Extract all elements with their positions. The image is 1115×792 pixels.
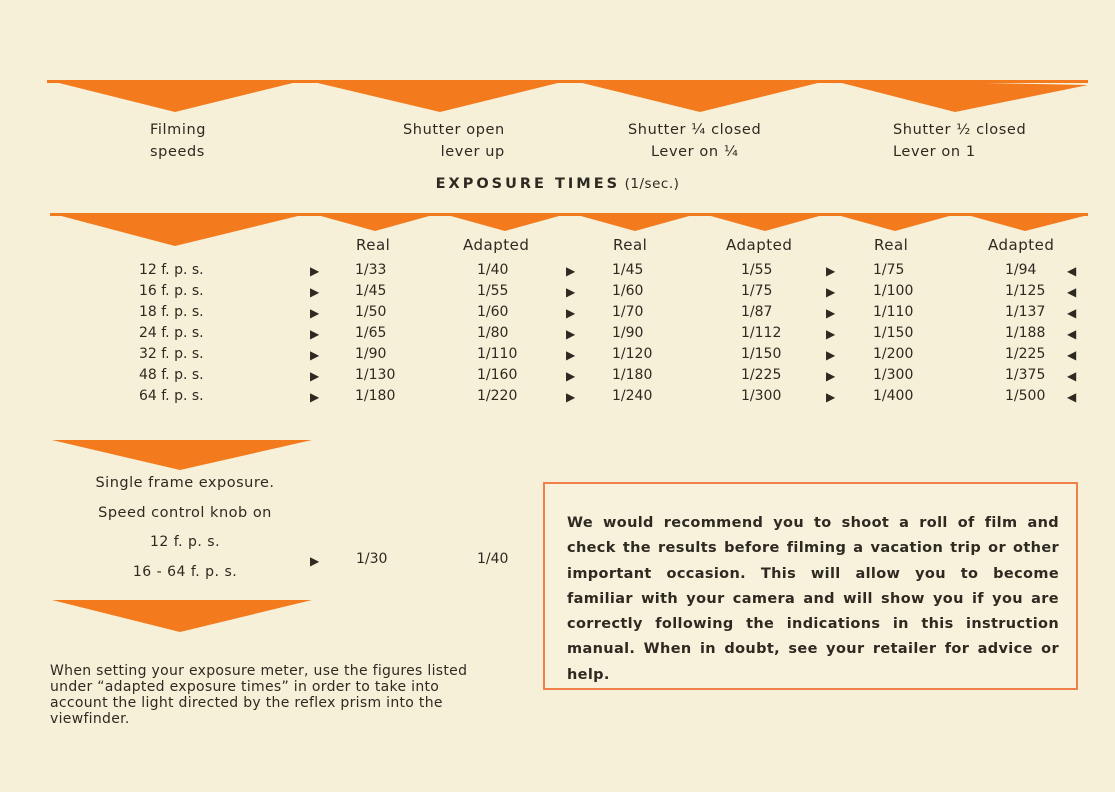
header-half-line2: Lever on 1 (893, 144, 976, 160)
col-label-quarter-adapted: Adapted (726, 236, 793, 254)
col-label-half-adapted: Adapted (988, 236, 1055, 254)
open-real-cell: 1/65 (355, 325, 387, 341)
right-triangle-arrow-icon: ▶ (310, 369, 320, 383)
open-adapted-cell: 1/40 (477, 262, 509, 278)
half-adapted-cell: 1/225 (1005, 346, 1046, 362)
quarter-real-cell: 1/120 (612, 346, 653, 362)
title-unit: (1/sec.) (624, 176, 680, 192)
open-adapted-cell: 1/60 (477, 304, 509, 320)
single-frame-adapted: 1/40 (477, 551, 509, 567)
table-row (0, 388, 1115, 408)
table-row (0, 262, 1115, 282)
quarter-adapted-cell: 1/87 (741, 304, 773, 320)
open-real-cell: 1/45 (355, 283, 387, 299)
col-label-half-real: Real (874, 236, 909, 254)
half-adapted-cell: 1/188 (1005, 325, 1046, 341)
header-quarter-line1: Shutter ¼ closed (628, 122, 762, 138)
header-shutter-half (893, 119, 1026, 163)
left-triangle-arrow-icon: ◀ (1067, 327, 1077, 341)
half-real-cell: 1/110 (873, 304, 914, 320)
right-triangle-arrow-icon: ▶ (826, 348, 836, 362)
quarter-adapted-cell: 1/55 (741, 262, 773, 278)
speed-cell: 64 f. p. s. (139, 388, 204, 404)
header-filming-line2: speeds (150, 144, 205, 160)
single-band-top (52, 440, 312, 470)
top-band-shape-4 (830, 80, 1088, 112)
open-real-cell: 1/180 (355, 388, 396, 404)
right-triangle-arrow-icon: ▶ (566, 285, 576, 299)
right-triangle-arrow-icon: ▶ (310, 285, 320, 299)
quarter-real-cell: 1/180 (612, 367, 653, 383)
half-adapted-cell: 1/94 (1005, 262, 1037, 278)
title-main: EXPOSURE TIMES (435, 176, 621, 192)
exp-band-shape-1 (50, 213, 310, 246)
half-adapted-cell: 1/375 (1005, 367, 1046, 383)
right-triangle-arrow-icon: ▶ (566, 327, 576, 341)
header-filming-speeds (150, 119, 206, 163)
left-triangle-arrow-icon: ◀ (1067, 390, 1077, 404)
half-adapted-cell: 1/137 (1005, 304, 1046, 320)
half-real-cell: 1/300 (873, 367, 914, 383)
single-frame-real: 1/30 (356, 551, 388, 567)
open-adapted-cell: 1/110 (477, 346, 518, 362)
speed-cell: 24 f. p. s. (139, 325, 204, 341)
open-adapted-cell: 1/55 (477, 283, 509, 299)
single-band-bottom (52, 600, 312, 632)
speed-cell: 18 f. p. s. (139, 304, 204, 320)
header-filming-line1: Filming (150, 122, 207, 138)
left-triangle-arrow-icon: ◀ (1067, 306, 1077, 320)
quarter-real-cell: 1/240 (612, 388, 653, 404)
table-row (0, 304, 1115, 324)
single-frame-line-2: Speed control knob on (98, 505, 272, 521)
right-triangle-arrow-icon: ▶ (826, 264, 836, 278)
right-triangle-arrow-icon: ▶ (310, 348, 320, 362)
quarter-adapted-cell: 1/300 (741, 388, 782, 404)
header-open-line2: lever up (440, 144, 505, 160)
open-real-cell: 1/50 (355, 304, 387, 320)
exposure-meter-note: When setting your exposure meter, use the figures listed under “adapted exposure times” in order to take into account the light directed by the reflex prism into the viewfinder. (50, 663, 468, 727)
half-real-cell: 1/150 (873, 325, 914, 341)
speed-cell: 48 f. p. s. (139, 367, 204, 383)
col-label-open-real: Real (356, 236, 391, 254)
half-adapted-cell: 1/500 (1005, 388, 1046, 404)
top-band-shape-3 (570, 80, 830, 112)
right-triangle-arrow-icon: ▶ (826, 285, 836, 299)
table-row (0, 346, 1115, 366)
half-real-cell: 1/400 (873, 388, 914, 404)
half-adapted-cell: 1/125 (1005, 283, 1046, 299)
recommendation-text: We would recommend you to shoot a roll of film and check the results before filming a vacation trip or other important occasion. This will allow you to become familiar with your camera and will show you if you are correctly following the indications in this instruction manual. When in doubt, see your retailer for advice or help. (567, 515, 1059, 683)
speed-cell: 12 f. p. s. (139, 262, 204, 278)
table-row (0, 283, 1115, 303)
right-triangle-arrow-icon: ▶ (566, 369, 576, 383)
table-row (0, 325, 1115, 345)
right-triangle-arrow-icon: ▶ (310, 264, 320, 278)
single-frame-line-1: Single frame exposure. (95, 475, 275, 491)
half-real-cell: 1/100 (873, 283, 914, 299)
open-real-cell: 1/90 (355, 346, 387, 362)
half-real-cell: 1/200 (873, 346, 914, 362)
col-label-open-adapted: Adapted (463, 236, 530, 254)
right-triangle-arrow-icon: ▶ (826, 369, 836, 383)
single-frame-line-3: 12 f. p. s. (149, 534, 221, 550)
half-real-cell: 1/75 (873, 262, 905, 278)
left-triangle-arrow-icon: ◀ (1067, 348, 1077, 362)
quarter-real-cell: 1/90 (612, 325, 644, 341)
quarter-adapted-cell: 1/75 (741, 283, 773, 299)
open-adapted-cell: 1/220 (477, 388, 518, 404)
open-real-cell: 1/33 (355, 262, 387, 278)
right-triangle-arrow-icon: ▶ (310, 306, 320, 320)
right-triangle-arrow-icon: ▶ (566, 390, 576, 404)
speed-cell: 32 f. p. s. (139, 346, 204, 362)
header-quarter-line2: Lever on ¼ (651, 144, 739, 160)
quarter-real-cell: 1/60 (612, 283, 644, 299)
recommendation-box (543, 482, 1078, 690)
open-adapted-cell: 1/160 (477, 367, 518, 383)
right-triangle-arrow-icon: ▶ (826, 327, 836, 341)
quarter-real-cell: 1/45 (612, 262, 644, 278)
quarter-real-cell: 1/70 (612, 304, 644, 320)
right-triangle-arrow-icon: ▶ (566, 348, 576, 362)
right-triangle-arrow-icon: ▶ (310, 554, 320, 568)
header-open-line1: Shutter open (403, 122, 505, 138)
quarter-adapted-cell: 1/225 (741, 367, 782, 383)
left-triangle-arrow-icon: ◀ (1067, 264, 1077, 278)
col-label-quarter-real: Real (613, 236, 648, 254)
quarter-adapted-cell: 1/150 (741, 346, 782, 362)
quarter-adapted-cell: 1/112 (741, 325, 782, 341)
open-adapted-cell: 1/80 (477, 325, 509, 341)
top-band-shape-1 (47, 80, 305, 112)
left-triangle-arrow-icon: ◀ (1067, 285, 1077, 299)
right-triangle-arrow-icon: ▶ (566, 264, 576, 278)
exposure-times-title (0, 176, 1115, 192)
right-triangle-arrow-icon: ▶ (826, 390, 836, 404)
right-triangle-arrow-icon: ▶ (310, 327, 320, 341)
top-band-shape-2 (305, 80, 570, 112)
header-shutter-quarter (628, 119, 761, 163)
single-frame-line-4: 16 - 64 f. p. s. (132, 564, 238, 580)
right-triangle-arrow-icon: ▶ (566, 306, 576, 320)
right-triangle-arrow-icon: ▶ (826, 306, 836, 320)
speed-cell: 16 f. p. s. (139, 283, 204, 299)
right-triangle-arrow-icon: ▶ (310, 390, 320, 404)
left-triangle-arrow-icon: ◀ (1067, 369, 1077, 383)
header-shutter-open (403, 119, 505, 163)
table-row (0, 367, 1115, 387)
open-real-cell: 1/130 (355, 367, 396, 383)
header-half-line1: Shutter ½ closed (893, 122, 1027, 138)
